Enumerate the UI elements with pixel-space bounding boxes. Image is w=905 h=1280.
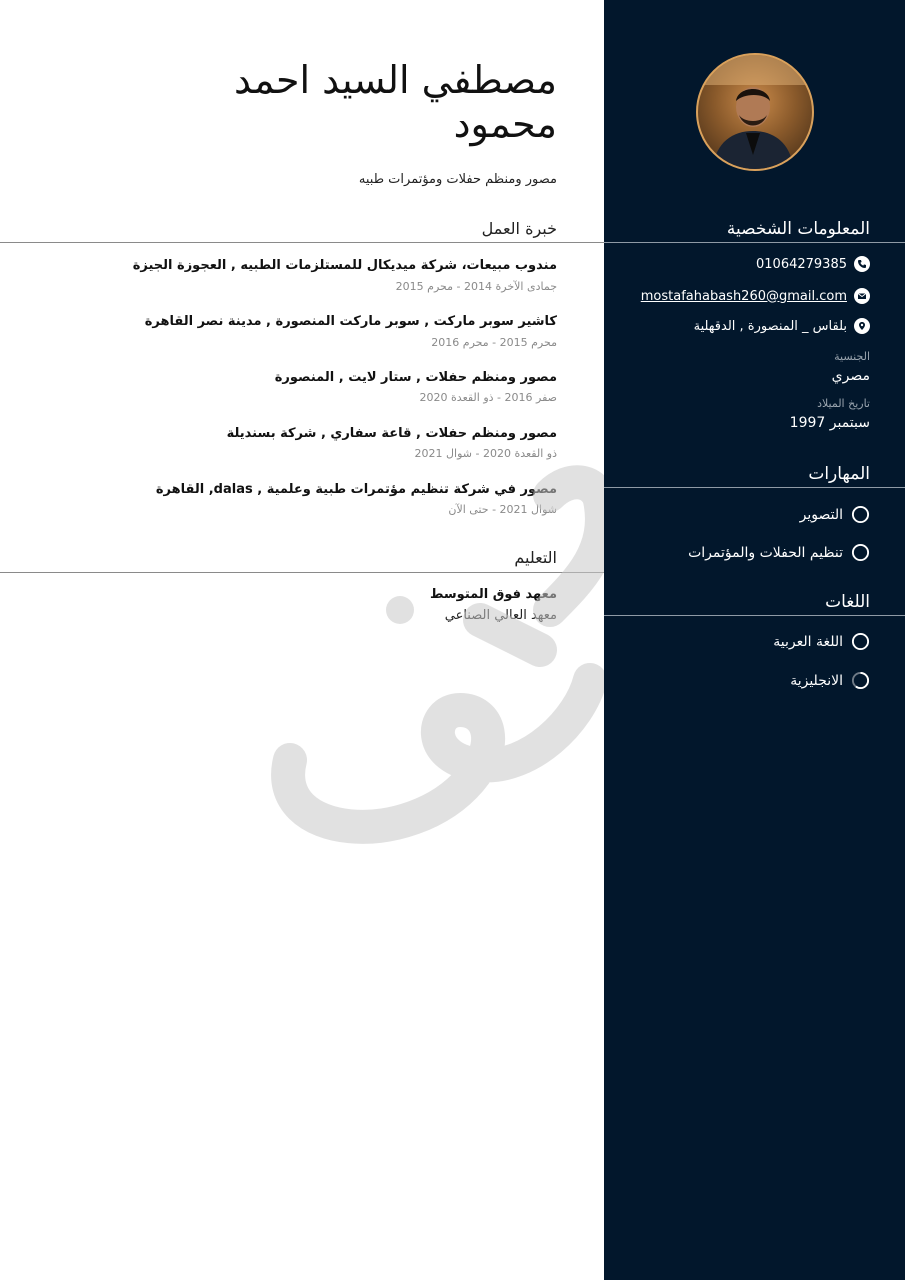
address-text: بلقاس _ المنصورة , الدقهلية [693, 318, 847, 334]
job-date-5: شوال 2021 - حتى الآن [448, 503, 557, 516]
education-institute: معهد العالي الصناعي [444, 608, 557, 623]
job-date-3: صفر 2016 - ذو القعدة 2020 [419, 391, 557, 404]
email-link[interactable]: mostafahabash260@gmail.com [640, 288, 847, 304]
name-heading [137, 58, 557, 146]
address-row [694, 318, 870, 334]
location-pin-icon [854, 318, 870, 334]
name-line-1: مصطفي السيد احمد [234, 58, 557, 102]
job-title-1: مندوب مبيعات، شركة ميديكال للمستلزمات الطبيه , العجوزة الجيزة [132, 258, 557, 273]
phone-number[interactable]: 01064279385 [756, 256, 847, 272]
skill-item-photography [800, 505, 870, 524]
nationality-value: مصري [831, 368, 870, 384]
personal-info-title: المعلومات الشخصية [726, 219, 870, 239]
language-level-ring-icon [851, 671, 870, 690]
language-item-english [790, 671, 870, 690]
name-line-2: محمود [453, 102, 557, 146]
experience-section-title: خبرة العمل [481, 219, 557, 238]
experience-divider [0, 242, 604, 243]
education-divider [0, 572, 604, 573]
email-icon [854, 288, 870, 304]
language-label: اللغة العربية [773, 633, 843, 650]
job-date-4: ذو القعدة 2020 - شوال 2021 [414, 447, 557, 460]
languages-title: اللغات [825, 592, 870, 612]
nationality-label: الجنسية [834, 350, 870, 363]
skill-label: تنظيم الحفلات والمؤتمرات [688, 544, 843, 561]
job-title-5: مصور في شركة تنظيم مؤتمرات طبية وعلمية , dalas, القاهرة [155, 482, 557, 497]
phone-icon [854, 256, 870, 272]
skills-title: المهارات [808, 464, 870, 484]
phone-row [756, 256, 870, 272]
avatar [696, 53, 814, 171]
skill-item-events [688, 543, 870, 562]
birth-date-label: تاريخ الميلاد [817, 397, 870, 410]
job-date-1: جمادى الآخرة 2014 - محرم 2015 [395, 280, 557, 293]
job-date-2: محرم 2015 - محرم 2016 [431, 336, 557, 349]
skills-divider [604, 487, 905, 488]
education-section-title: التعليم [514, 548, 557, 567]
education-degree: معهد فوق المتوسط [429, 587, 557, 602]
skill-level-ring-icon [851, 543, 870, 562]
person-photo-icon [696, 55, 812, 171]
job-title-2: كاشير سوبر ماركت , سوبر ماركت المنصورة , مدينة نصر القاهرة [144, 314, 557, 329]
language-item-arabic [773, 632, 870, 651]
birth-date-value: سبتمبر 1997 [789, 415, 870, 431]
personal-info-divider [604, 242, 905, 243]
job-title-3: مصور ومنظم حفلات , ستار لايت , المنصورة [274, 370, 557, 385]
watermark-graphic [250, 460, 630, 860]
skill-label: التصوير [799, 506, 843, 523]
language-level-ring-icon [851, 632, 870, 651]
sidebar [604, 0, 905, 1280]
job-subtitle: مصور ومنظم حفلات ومؤتمرات طبيه [358, 172, 557, 187]
email-row [641, 288, 870, 304]
languages-divider [604, 615, 905, 616]
language-label: الانجليزية [790, 672, 843, 689]
skill-level-ring-icon [851, 505, 870, 524]
job-title-4: مصور ومنظم حفلات , قاعة سفاري , شركة بسنديلة [226, 426, 557, 441]
